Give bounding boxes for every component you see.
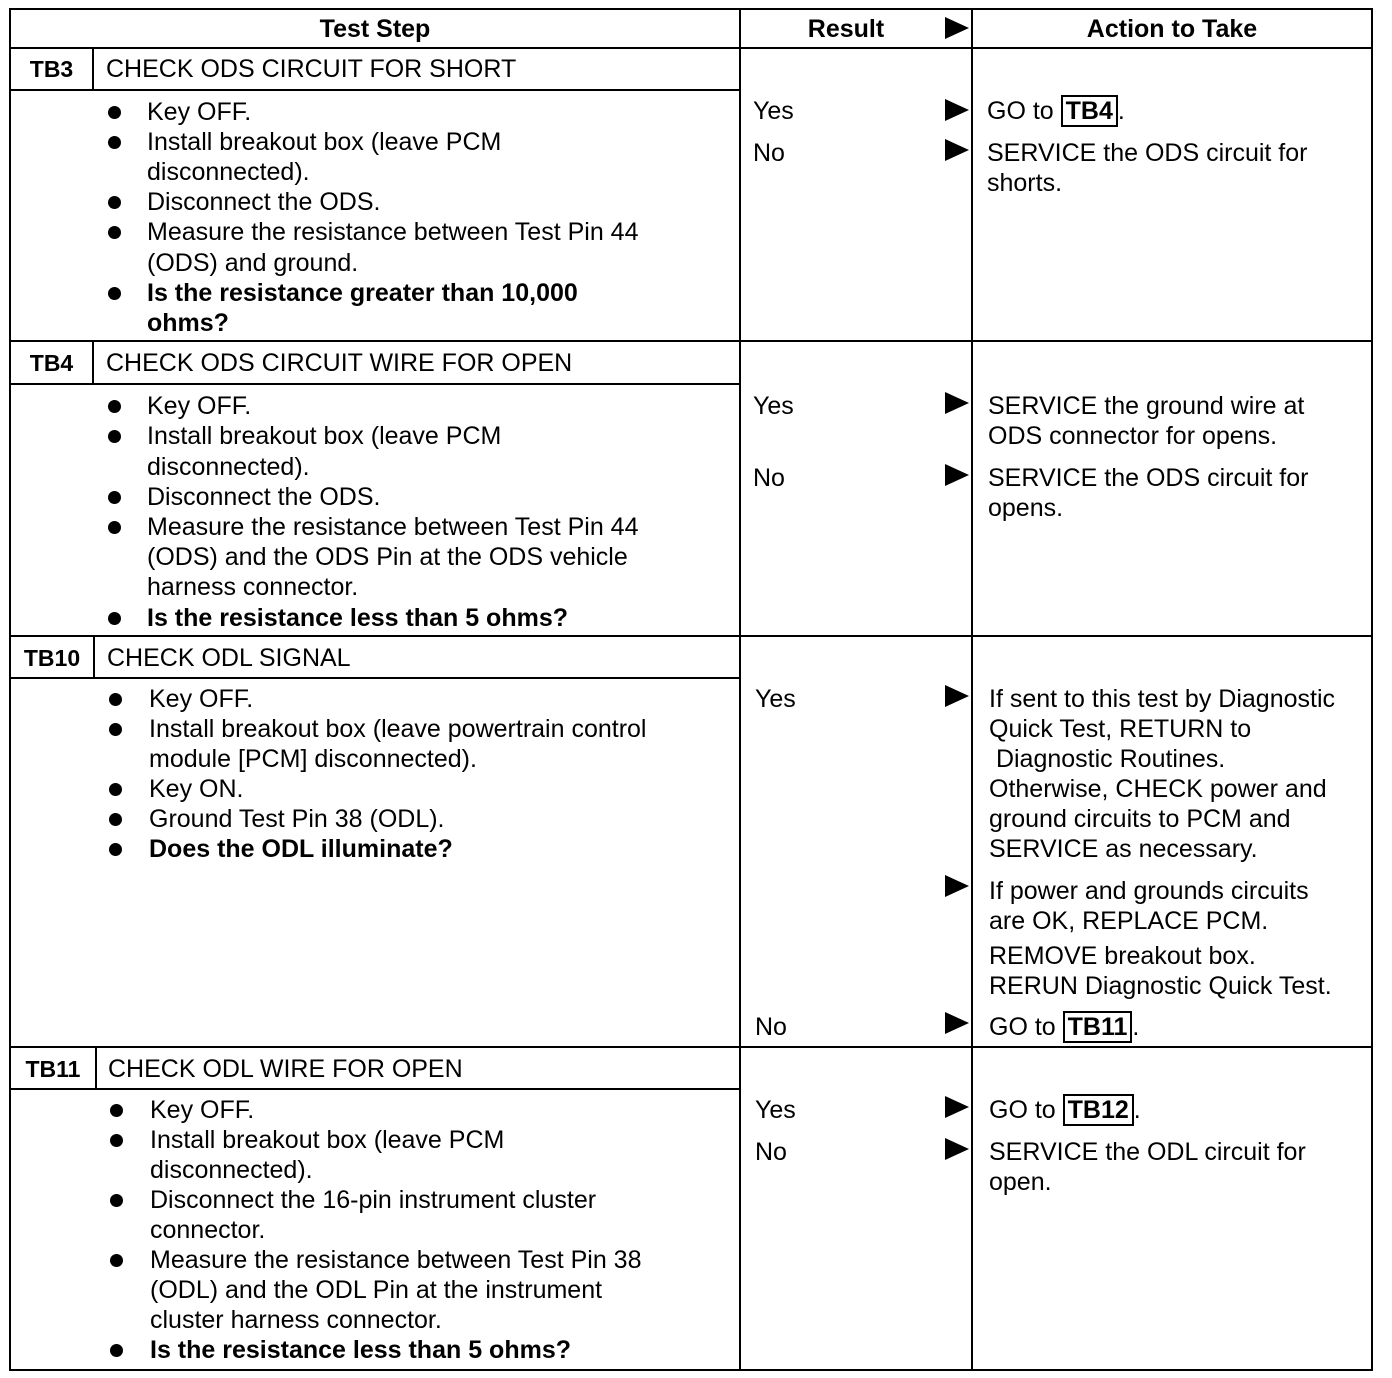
bullet-icon [108, 136, 121, 149]
bullet-icon [108, 400, 121, 413]
action-goto [989, 1095, 1141, 1125]
bullet-icon [108, 491, 121, 504]
bullet-text: Ground Test Pin 38 (ODL). [149, 805, 445, 833]
id-cell-divider [95, 1047, 97, 1089]
bullet-icon [109, 693, 122, 706]
bullet-text: Install breakout box (leave PCM [147, 128, 502, 156]
arrow-icon [945, 1012, 969, 1034]
bullet-icon [109, 723, 122, 736]
table-border-right [1371, 8, 1373, 1371]
arrow-icon [945, 139, 969, 161]
bullet-text-question: Is the resistance less than 5 ohms? [147, 604, 568, 632]
bullet-text: Key OFF. [149, 685, 254, 713]
action-text: Otherwise, CHECK power and [989, 775, 1327, 803]
step-ref-tb4[interactable]: TB4 [1061, 95, 1118, 127]
step-ref-tb12[interactable]: TB12 [1063, 1094, 1134, 1126]
bullet-text: (ODL) and the ODL Pin at the instrument [150, 1276, 603, 1304]
header-result: Result [807, 15, 885, 43]
result-yes: Yes [753, 392, 794, 420]
bullet-text: Disconnect the ODS. [147, 483, 381, 511]
arrow-icon [945, 875, 969, 897]
bullet-text: cluster harness connector. [150, 1306, 442, 1334]
action-text: shorts. [987, 169, 1063, 197]
step-id: TB3 [29, 56, 74, 82]
result-no: No [755, 1138, 787, 1166]
arrow-icon [945, 1096, 969, 1118]
bullet-text: (ODS) and the ODS Pin at the ODS vehicle [147, 543, 628, 571]
bullet-icon [108, 430, 121, 443]
header-arrow-icon [945, 17, 969, 39]
step-title: CHECK ODS CIRCUIT WIRE FOR OPEN [106, 349, 573, 377]
bullet-text-question: ohms? [147, 309, 229, 337]
bullet-text: disconnected). [147, 453, 310, 481]
action-text: SERVICE as necessary. [989, 835, 1258, 863]
action-goto-text: GO to [987, 97, 1054, 125]
action-text: If power and grounds circuits [989, 877, 1309, 905]
bullet-text-question: Is the resistance greater than 10,000 [147, 279, 578, 307]
action-text: are OK, REPLACE PCM. [989, 907, 1269, 935]
column-divider-result [739, 8, 741, 1371]
bullet-icon [108, 521, 121, 534]
header-action: Action to Take [1086, 15, 1258, 43]
bullet-icon [110, 1104, 123, 1117]
step-id: TB10 [23, 645, 81, 671]
action-text: open. [989, 1168, 1052, 1196]
action-text: SERVICE the ODS circuit for [988, 464, 1309, 492]
bullet-icon [110, 1344, 123, 1357]
arrow-icon [945, 392, 969, 414]
bullet-icon [110, 1194, 123, 1207]
bullet-text: Measure the resistance between Test Pin 44 [147, 513, 639, 541]
bullet-icon [110, 1134, 123, 1147]
bullet-text: Key OFF. [150, 1096, 255, 1124]
bullet-text-question: Is the resistance less than 5 ohms? [150, 1336, 571, 1364]
step-title: CHECK ODL SIGNAL [107, 644, 351, 672]
column-divider-action [971, 8, 973, 1371]
period: . [1117, 97, 1125, 125]
bullet-icon [110, 1254, 123, 1267]
action-text: ground circuits to PCM and [989, 805, 1291, 833]
action-text: SERVICE the ODL circuit for [989, 1138, 1306, 1166]
bullet-text: Install breakout box (leave PCM [147, 422, 502, 450]
action-goto-text: GO to [989, 1096, 1056, 1124]
action-text: opens. [988, 494, 1064, 522]
bullet-text: harness connector. [147, 573, 359, 601]
bullet-text: disconnected). [147, 158, 310, 186]
table-border-bottom [9, 1369, 1373, 1371]
action-text: SERVICE the ground wire at [988, 392, 1305, 420]
bullet-text-question: Does the ODL illuminate? [149, 835, 453, 863]
bullet-text: Key OFF. [147, 392, 252, 420]
action-text: SERVICE the ODS circuit for [987, 139, 1308, 167]
action-goto [989, 1012, 1139, 1042]
arrow-icon [945, 1138, 969, 1160]
bullet-icon [108, 226, 121, 239]
action-goto-text: GO to [989, 1013, 1056, 1041]
id-cell-divider [92, 48, 94, 90]
bullet-text: Key OFF. [147, 98, 252, 126]
action-text: RERUN Diagnostic Quick Test. [989, 972, 1332, 1000]
bullet-text: connector. [150, 1216, 266, 1244]
bullet-text: disconnected). [150, 1156, 313, 1184]
action-text: REMOVE breakout box. [989, 942, 1256, 970]
step-title: CHECK ODL WIRE FOR OPEN [108, 1055, 463, 1083]
period: . [1133, 1096, 1141, 1124]
bullet-text: Disconnect the 16-pin instrument cluster [150, 1186, 597, 1214]
action-text: ODS connector for opens. [988, 422, 1278, 450]
arrow-icon [945, 685, 969, 707]
bullet-text: module [PCM] disconnected). [149, 745, 477, 773]
bullet-text: Measure the resistance between Test Pin 44 [147, 218, 639, 246]
arrow-icon [945, 99, 969, 121]
id-cell-divider [93, 636, 95, 678]
result-yes: Yes [753, 97, 794, 125]
header-test-step: Test Step [319, 15, 431, 43]
result-no: No [753, 464, 785, 492]
step-separator [9, 340, 1373, 342]
action-text: Quick Test, RETURN to [989, 715, 1252, 743]
bullet-icon [108, 106, 121, 119]
bullet-text: Install breakout box (leave powertrain control [149, 715, 647, 743]
period: . [1132, 1013, 1140, 1041]
action-text: Diagnostic Routines. [989, 745, 1226, 773]
bullet-icon [108, 612, 121, 625]
step-separator [9, 635, 1373, 637]
bullet-icon [108, 287, 121, 300]
step-id: TB4 [29, 350, 74, 376]
step-separator [9, 1046, 1373, 1048]
bullet-text: (ODS) and ground. [147, 249, 359, 277]
action-text: If sent to this test by Diagnostic [989, 685, 1335, 713]
table-border-left [9, 8, 11, 1371]
result-no: No [753, 139, 785, 167]
bullet-text: Disconnect the ODS. [147, 188, 381, 216]
arrow-icon [945, 464, 969, 486]
bullet-icon [108, 196, 121, 209]
step-title: CHECK ODS CIRCUIT FOR SHORT [106, 55, 517, 83]
result-yes: Yes [755, 1096, 796, 1124]
action-goto [987, 96, 1125, 126]
step-ref-tb11[interactable]: TB11 [1063, 1011, 1133, 1043]
step-id: TB11 [25, 1056, 81, 1082]
bullet-text: Install breakout box (leave PCM [150, 1126, 505, 1154]
bullet-icon [109, 783, 122, 796]
bullet-icon [109, 813, 122, 826]
bullet-icon [109, 843, 122, 856]
title-row-line [9, 383, 740, 385]
result-no: No [755, 1013, 787, 1041]
title-row-line [9, 89, 740, 91]
id-cell-divider [92, 341, 94, 384]
bullet-text: Key ON. [149, 775, 244, 803]
result-yes: Yes [755, 685, 796, 713]
bullet-text: Measure the resistance between Test Pin 38 [150, 1246, 642, 1274]
